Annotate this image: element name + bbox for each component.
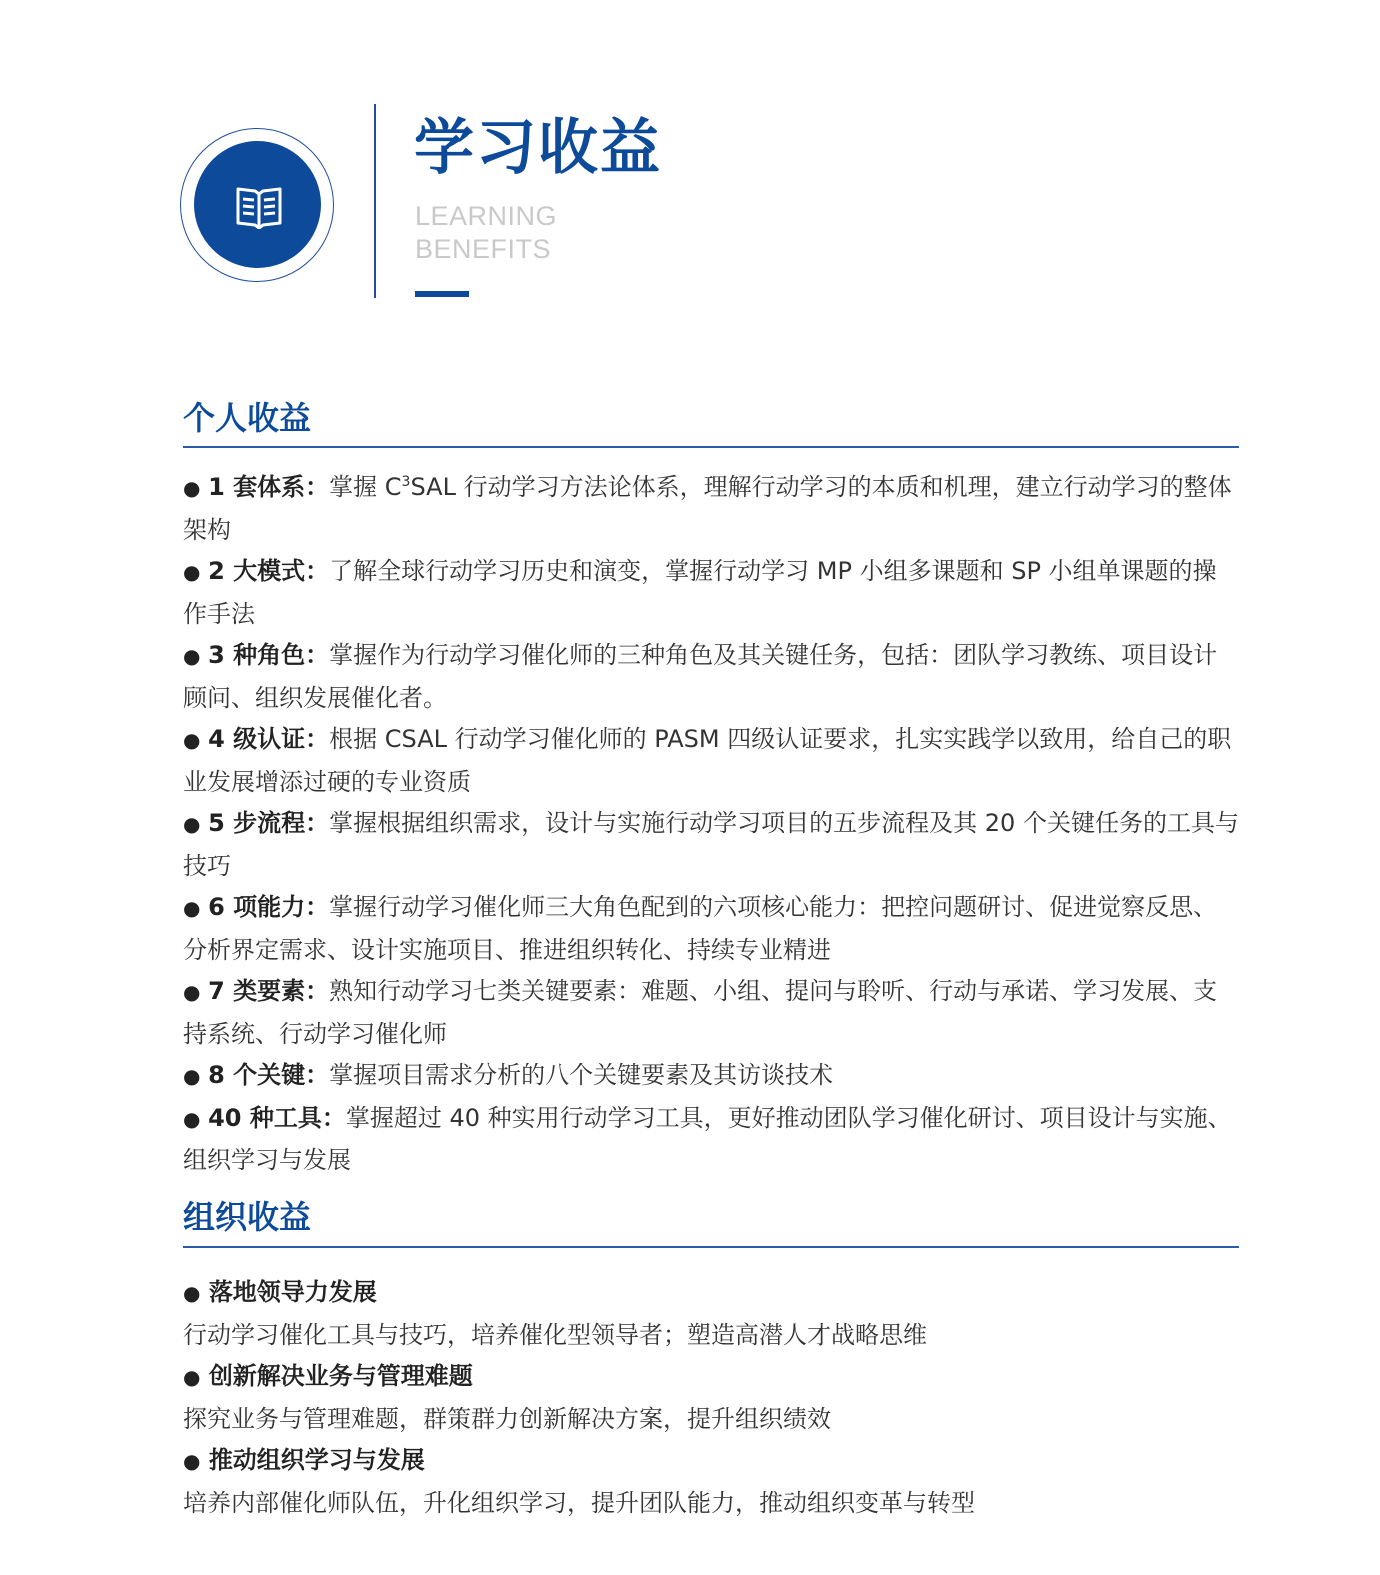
list-item <box>183 887 1239 971</box>
item-label: 40 种工具： <box>208 1103 346 1132</box>
item-label: 7 类要素： <box>208 977 330 1005</box>
bullet: ● <box>183 1449 201 1473</box>
list-item <box>183 719 1239 803</box>
item-text: SAL 行动学习方法论体系，理解行动学习的本质和机理，建立行动学习的整体架构 <box>183 473 1232 544</box>
bullet: ● <box>183 1106 201 1131</box>
title-underbar <box>415 291 469 297</box>
bullet: ● <box>183 896 201 920</box>
list-item <box>183 635 1239 719</box>
list-item <box>183 971 1239 1055</box>
item-label: 6 项能力： <box>208 893 330 921</box>
org-item-heading <box>183 1272 1239 1315</box>
item-text: 掌握作为行动学习催化师的三种角色及其关键任务，包括：团队学习教练、项目设计顾问、组织发展催化者。 <box>183 641 1218 712</box>
org-item-description: 培养内部催化师队伍，升化组织学习，提升团队能力，推动组织变革与转型 <box>183 1488 975 1517</box>
org-item-heading <box>183 1356 1239 1399</box>
org-heading-text: 创新解决业务与管理难题 <box>208 1362 473 1390</box>
org-item-description: 行动学习催化工具与技巧，培养催化型领导者；塑造高潜人才战略思维 <box>183 1320 927 1349</box>
bullet: ● <box>183 1281 201 1305</box>
bullet: ● <box>183 980 201 1004</box>
subtitle-line-1: LEARNING <box>415 201 558 231</box>
list-item <box>183 551 1239 635</box>
bullet: ● <box>183 560 201 584</box>
item-label: 3 种角色： <box>208 641 330 669</box>
section-title-personal: 个人收益 <box>183 399 312 437</box>
item-text: 根据 CSAL 行动学习催化师的 PASM 四级认证要求，扎实实践学以致用，给自己的职业发展增添过硬的专业资质 <box>183 725 1232 796</box>
item-text: 熟知行动学习七类关键要素：难题、小组、提问与聆听、行动与承诺、学习发展、支持系统、行动学习催化师 <box>183 977 1218 1048</box>
bullet: ● <box>183 728 201 752</box>
bullet: ● <box>183 1365 201 1389</box>
item-text: 掌握根据组织需求，设计与实施行动学习项目的五步流程及其 20 个关键任务的工具与技巧 <box>183 809 1239 880</box>
header-divider <box>374 104 376 298</box>
list-item <box>183 1098 1239 1182</box>
page-subtitle <box>415 200 557 266</box>
list-item <box>183 803 1239 887</box>
page-header <box>0 0 1380 340</box>
item-text: 掌握 C <box>329 473 402 501</box>
item-text: 掌握项目需求分析的八个关键要素及其访谈技术 <box>329 1061 834 1089</box>
org-item-description: 探究业务与管理难题，群策群力创新解决方案，提升组织绩效 <box>183 1404 831 1433</box>
book-icon <box>234 183 284 229</box>
item-label: 2 大模式： <box>208 557 330 585</box>
item-text: 掌握行动学习催化师三大角色配到的六项核心能力：把控问题研讨、促进觉察反思、分析界定需求、设计实施项目、推进组织转化、持续专业精进 <box>183 893 1218 964</box>
list-item <box>183 1055 1239 1098</box>
org-item-heading <box>183 1440 1239 1483</box>
item-text: 了解全球行动学习历史和演变，掌握行动学习 MP 小组多课题和 SP 小组单课题的操作手法 <box>183 557 1217 628</box>
org-heading-text: 落地领导力发展 <box>208 1278 377 1306</box>
section-title-organization: 组织收益 <box>183 1198 312 1236</box>
section-divider-organization <box>183 1246 1239 1248</box>
superscript: 3 <box>401 474 411 490</box>
item-text: 掌握超过 40 种实用行动学习工具，更好推动团队学习催化研讨、项目设计与实施、组织学习与发展 <box>183 1103 1232 1174</box>
bullet: ● <box>183 1064 201 1088</box>
bullet: ● <box>183 812 201 836</box>
page-title: 学习收益 <box>414 113 662 183</box>
personal-benefits-list <box>183 467 1239 1182</box>
item-label: 4 级认证： <box>208 725 330 753</box>
item-label: 5 步流程： <box>208 809 330 837</box>
bullet: ● <box>183 644 201 668</box>
organization-benefits-list <box>183 1272 1239 1524</box>
section-divider-personal <box>183 446 1239 448</box>
org-heading-text: 推动组织学习与发展 <box>208 1446 425 1474</box>
list-item <box>183 467 1239 551</box>
bullet: ● <box>183 476 201 500</box>
item-label: 8 个关键： <box>208 1061 330 1089</box>
subtitle-line-2: BENEFITS <box>415 234 552 264</box>
item-label: 1 套体系： <box>208 473 330 501</box>
